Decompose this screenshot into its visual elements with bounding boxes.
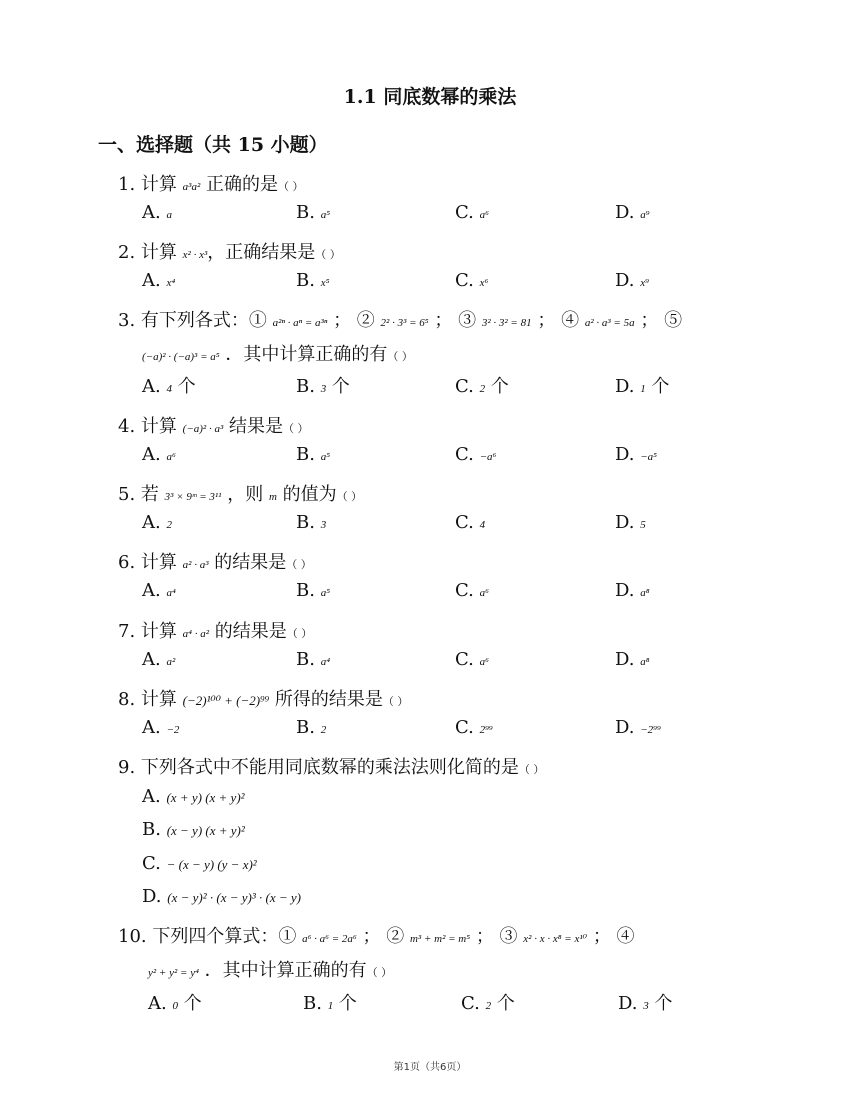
question-number: 1.	[118, 174, 136, 195]
option-value: a⁹	[640, 209, 650, 221]
separator: ；	[362, 926, 381, 947]
option-value: a⁸	[640, 587, 650, 599]
answer-blank: （ ）	[283, 422, 309, 435]
option-value: a²	[166, 656, 176, 668]
option-value: a⁶	[166, 451, 176, 463]
separator: ；	[592, 926, 611, 947]
option-a[interactable]	[148, 989, 202, 1015]
math-expression: a² · a³	[182, 559, 209, 571]
option-a[interactable]	[142, 649, 175, 670]
option-label: D.	[618, 993, 638, 1014]
option-label: A.	[148, 993, 167, 1014]
separator: ；	[537, 310, 556, 331]
option-value: 1	[640, 383, 646, 395]
option-d[interactable]	[618, 989, 672, 1015]
page-title: 1.1 同底数幂的乘法	[343, 86, 517, 108]
option-b[interactable]	[296, 202, 330, 223]
option-label: B.	[296, 512, 315, 533]
question-8	[118, 685, 408, 711]
question-3	[118, 306, 682, 332]
question-stem: ，则	[227, 484, 264, 505]
question-9	[118, 753, 544, 779]
option-value: a⁵	[320, 451, 331, 463]
question-stem: 的结果是	[214, 552, 287, 573]
math-expression: 2² · 3³ = 6⁵	[380, 317, 429, 329]
option-label: C.	[142, 853, 161, 874]
option-unit: 个	[338, 993, 357, 1014]
question-stem: 所得的结果是	[274, 689, 383, 710]
circled-number: ①	[248, 310, 267, 331]
question-stem: ．其中计算正确的有	[225, 344, 388, 365]
math-expression: 3² · 3² = 81	[481, 317, 532, 329]
separator: ；	[434, 310, 453, 331]
option-b[interactable]	[296, 717, 326, 738]
question-stem: 计算	[140, 621, 177, 642]
math-expression: y² + y² = y⁴	[148, 967, 199, 979]
option-b[interactable]	[296, 444, 330, 465]
option-unit: 个	[331, 376, 350, 397]
option-unit: 个	[496, 993, 515, 1014]
option-label: A.	[142, 444, 161, 465]
option-c[interactable]	[455, 580, 489, 601]
option-label: C.	[455, 649, 474, 670]
option-a[interactable]	[142, 202, 172, 223]
option-value: a⁵	[320, 587, 331, 599]
option-d[interactable]	[615, 580, 650, 601]
math-expression: (−a)² · a³	[182, 423, 224, 435]
option-label: D.	[142, 886, 162, 907]
question-stem: ．其中计算正确的有	[204, 960, 367, 981]
circled-number: ⑤	[664, 310, 683, 331]
question-stem: 有下列各式：	[140, 310, 249, 331]
option-b[interactable]	[296, 649, 330, 670]
option-label: C.	[455, 512, 474, 533]
separator: ；	[640, 310, 659, 331]
option-label: B.	[296, 270, 315, 291]
option-value: −a⁶	[479, 451, 497, 463]
option-label: D.	[615, 717, 635, 738]
math-expression: m³ + m² = m⁵	[409, 933, 471, 945]
option-c[interactable]	[455, 512, 485, 533]
option-unit: 个	[651, 376, 670, 397]
option-value: 1	[327, 1000, 334, 1012]
option-label: D.	[615, 270, 635, 291]
option-d[interactable]	[142, 886, 301, 907]
question-stem: ，正确结果是	[207, 242, 316, 263]
option-value: 2	[166, 519, 172, 531]
question-stem: 计算	[140, 416, 177, 437]
option-value: a⁴	[166, 587, 176, 599]
math-expression: a⁶ · a⁶ = 2a⁶	[302, 933, 357, 945]
option-label: D.	[615, 580, 635, 601]
question-7	[118, 617, 312, 643]
answer-blank: （ ）	[336, 490, 363, 503]
question-2	[118, 238, 341, 264]
option-value: −2⁹⁹	[640, 724, 661, 736]
option-unit: 个	[490, 376, 509, 397]
option-value: 2	[485, 1000, 492, 1012]
circled-number: ④	[561, 310, 580, 331]
section-heading: 一、选择题（共 15 小题）	[98, 134, 328, 156]
math-expression: a² · a³ = 5a	[584, 317, 635, 329]
option-value: 4	[166, 383, 172, 395]
math-expression: 3³ × 9ᵐ = 3¹¹	[164, 491, 222, 503]
option-label: B.	[296, 717, 315, 738]
option-label: C.	[455, 444, 474, 465]
math-expression: x² · x³	[182, 249, 208, 261]
option-a[interactable]	[142, 580, 176, 601]
answer-blank: （ ）	[518, 763, 545, 776]
question-3-line-2	[142, 340, 413, 366]
question-stem: 计算	[140, 242, 177, 263]
option-label: A.	[142, 270, 161, 291]
option-label: C.	[455, 376, 474, 397]
option-c[interactable]	[455, 202, 489, 223]
option-value: a⁶	[479, 587, 489, 599]
option-unit: 个	[183, 993, 202, 1014]
option-value: x⁴	[166, 277, 176, 289]
question-stem: 的值为	[282, 484, 337, 505]
option-label: B.	[296, 580, 315, 601]
option-label: B.	[296, 444, 315, 465]
option-label: D.	[615, 376, 635, 397]
option-label: D.	[615, 202, 635, 223]
option-c[interactable]	[455, 444, 496, 465]
option-a[interactable]	[142, 786, 245, 807]
option-b[interactable]	[296, 512, 326, 533]
option-b[interactable]	[142, 819, 245, 840]
option-value: 3	[320, 383, 327, 395]
option-value: a⁶	[479, 656, 489, 668]
option-d[interactable]	[615, 717, 661, 738]
option-value: 0	[172, 1000, 178, 1012]
option-value: 2	[479, 383, 486, 395]
question-stem: 计算	[140, 689, 177, 710]
question-stem: 计算	[140, 174, 177, 195]
option-c[interactable]	[455, 270, 488, 291]
option-d[interactable]	[615, 202, 650, 223]
option-b[interactable]	[296, 270, 329, 291]
option-a[interactable]	[142, 372, 196, 398]
answer-blank: （ ）	[382, 695, 409, 708]
option-value: x⁵	[320, 277, 330, 289]
option-label: A.	[142, 786, 161, 807]
option-value: (x − y)² · (x − y)³ · (x − y)	[167, 890, 301, 905]
math-expression: (−a)² · (−a)³ = a⁵	[142, 351, 220, 363]
option-c[interactable]	[455, 649, 489, 670]
question-10	[118, 922, 635, 948]
option-label: A.	[142, 202, 161, 223]
option-c[interactable]	[455, 372, 509, 398]
option-label: C.	[455, 580, 474, 601]
circled-number: ③	[499, 926, 518, 947]
option-value: − (x − y) (y − x)²	[166, 857, 257, 872]
question-stem: 结果是	[229, 416, 283, 437]
question-stem: 下列各式中不能用同底数幂的乘法法则化简的是	[140, 757, 519, 778]
option-label: D.	[615, 444, 635, 465]
question-10-line-2	[148, 956, 392, 982]
circled-number: ③	[458, 310, 477, 331]
option-value: (x + y) (x + y)²	[166, 790, 245, 805]
question-number: 8.	[118, 689, 136, 710]
page-footer: 第1页（共6页）	[393, 1062, 467, 1073]
option-d[interactable]	[615, 444, 657, 465]
circled-number: ①	[278, 926, 297, 947]
question-stem: 计算	[140, 552, 177, 573]
math-expression: m	[268, 491, 277, 503]
option-c[interactable]	[142, 853, 257, 874]
option-value: 3	[320, 519, 327, 531]
option-label: A.	[142, 717, 161, 738]
option-label: B.	[142, 819, 161, 840]
option-label: D.	[615, 512, 635, 533]
option-label: B.	[296, 649, 315, 670]
option-d[interactable]	[615, 649, 650, 670]
option-label: A.	[142, 512, 161, 533]
question-number: 5.	[118, 484, 136, 505]
option-label: B.	[303, 993, 322, 1014]
question-5	[118, 480, 362, 506]
option-value: a⁴	[320, 656, 331, 668]
math-expression: a²ⁿ · aⁿ = a³ⁿ	[272, 317, 328, 329]
option-d[interactable]	[615, 512, 646, 533]
option-value: a⁸	[640, 656, 650, 668]
circled-number: ④	[616, 926, 635, 947]
option-value: a⁶	[479, 209, 489, 221]
option-label: B.	[296, 202, 315, 223]
option-value: (x − y) (x + y)²	[166, 823, 245, 838]
option-value: −2	[166, 724, 180, 736]
option-value: 3	[643, 1000, 649, 1012]
option-label: B.	[296, 376, 315, 397]
question-number: 2.	[118, 242, 136, 263]
option-unit: 个	[654, 993, 673, 1014]
separator: ；	[475, 926, 494, 947]
option-value: −a⁵	[640, 451, 657, 463]
option-value: x⁶	[479, 277, 489, 289]
option-value: 2	[320, 724, 327, 736]
option-d[interactable]	[615, 270, 649, 291]
circled-number: ②	[356, 310, 375, 331]
question-number: 7.	[118, 621, 136, 642]
option-a[interactable]	[142, 444, 176, 465]
question-stem: 正确的是	[206, 174, 278, 195]
question-number: 10.	[118, 926, 147, 947]
answer-blank: （ ）	[387, 350, 413, 363]
option-a[interactable]	[142, 512, 172, 533]
option-b[interactable]	[296, 372, 350, 398]
question-1	[118, 170, 304, 196]
option-label: C.	[461, 993, 480, 1014]
option-value: a	[166, 209, 172, 221]
question-4	[118, 412, 309, 438]
question-stem: 的结果是	[214, 621, 287, 642]
question-stem: 若	[140, 484, 159, 505]
option-b[interactable]	[303, 989, 357, 1015]
math-expression: a⁴ · a²	[182, 628, 210, 640]
option-value: a⁵	[320, 209, 331, 221]
option-unit: 个	[177, 376, 196, 397]
answer-blank: （ ）	[286, 627, 313, 640]
question-number: 3.	[118, 310, 136, 331]
answer-blank: （ ）	[286, 558, 312, 571]
option-b[interactable]	[296, 580, 330, 601]
separator: ；	[333, 310, 352, 331]
option-a[interactable]	[142, 270, 175, 291]
option-label: C.	[455, 717, 474, 738]
math-expression: (−2)¹⁰⁰ + (−2)⁹⁹	[182, 693, 270, 708]
option-label: D.	[615, 649, 635, 670]
option-a[interactable]	[142, 717, 179, 738]
answer-blank: （ ）	[278, 180, 304, 193]
option-c[interactable]	[455, 717, 493, 738]
question-number: 9.	[118, 757, 136, 778]
circled-number: ②	[386, 926, 405, 947]
question-6	[118, 548, 312, 574]
option-value: 5	[640, 519, 646, 531]
math-expression: x² · x · x⁸ = x¹⁰	[523, 933, 588, 945]
question-number: 4.	[118, 416, 136, 437]
option-value: 4	[479, 519, 486, 531]
option-label: A.	[142, 649, 161, 670]
math-expression: a³a²	[182, 181, 201, 193]
option-label: A.	[142, 580, 161, 601]
option-value: x⁹	[640, 277, 649, 289]
question-number: 6.	[118, 552, 136, 573]
option-label: A.	[142, 376, 161, 397]
question-stem: 下列四个算式：	[152, 926, 279, 947]
option-value: 2⁹⁹	[479, 724, 493, 736]
option-d[interactable]	[615, 372, 669, 398]
answer-blank: （ ）	[315, 248, 341, 261]
option-c[interactable]	[461, 989, 515, 1015]
option-label: C.	[455, 270, 474, 291]
answer-blank: （ ）	[366, 966, 393, 979]
option-label: C.	[455, 202, 474, 223]
